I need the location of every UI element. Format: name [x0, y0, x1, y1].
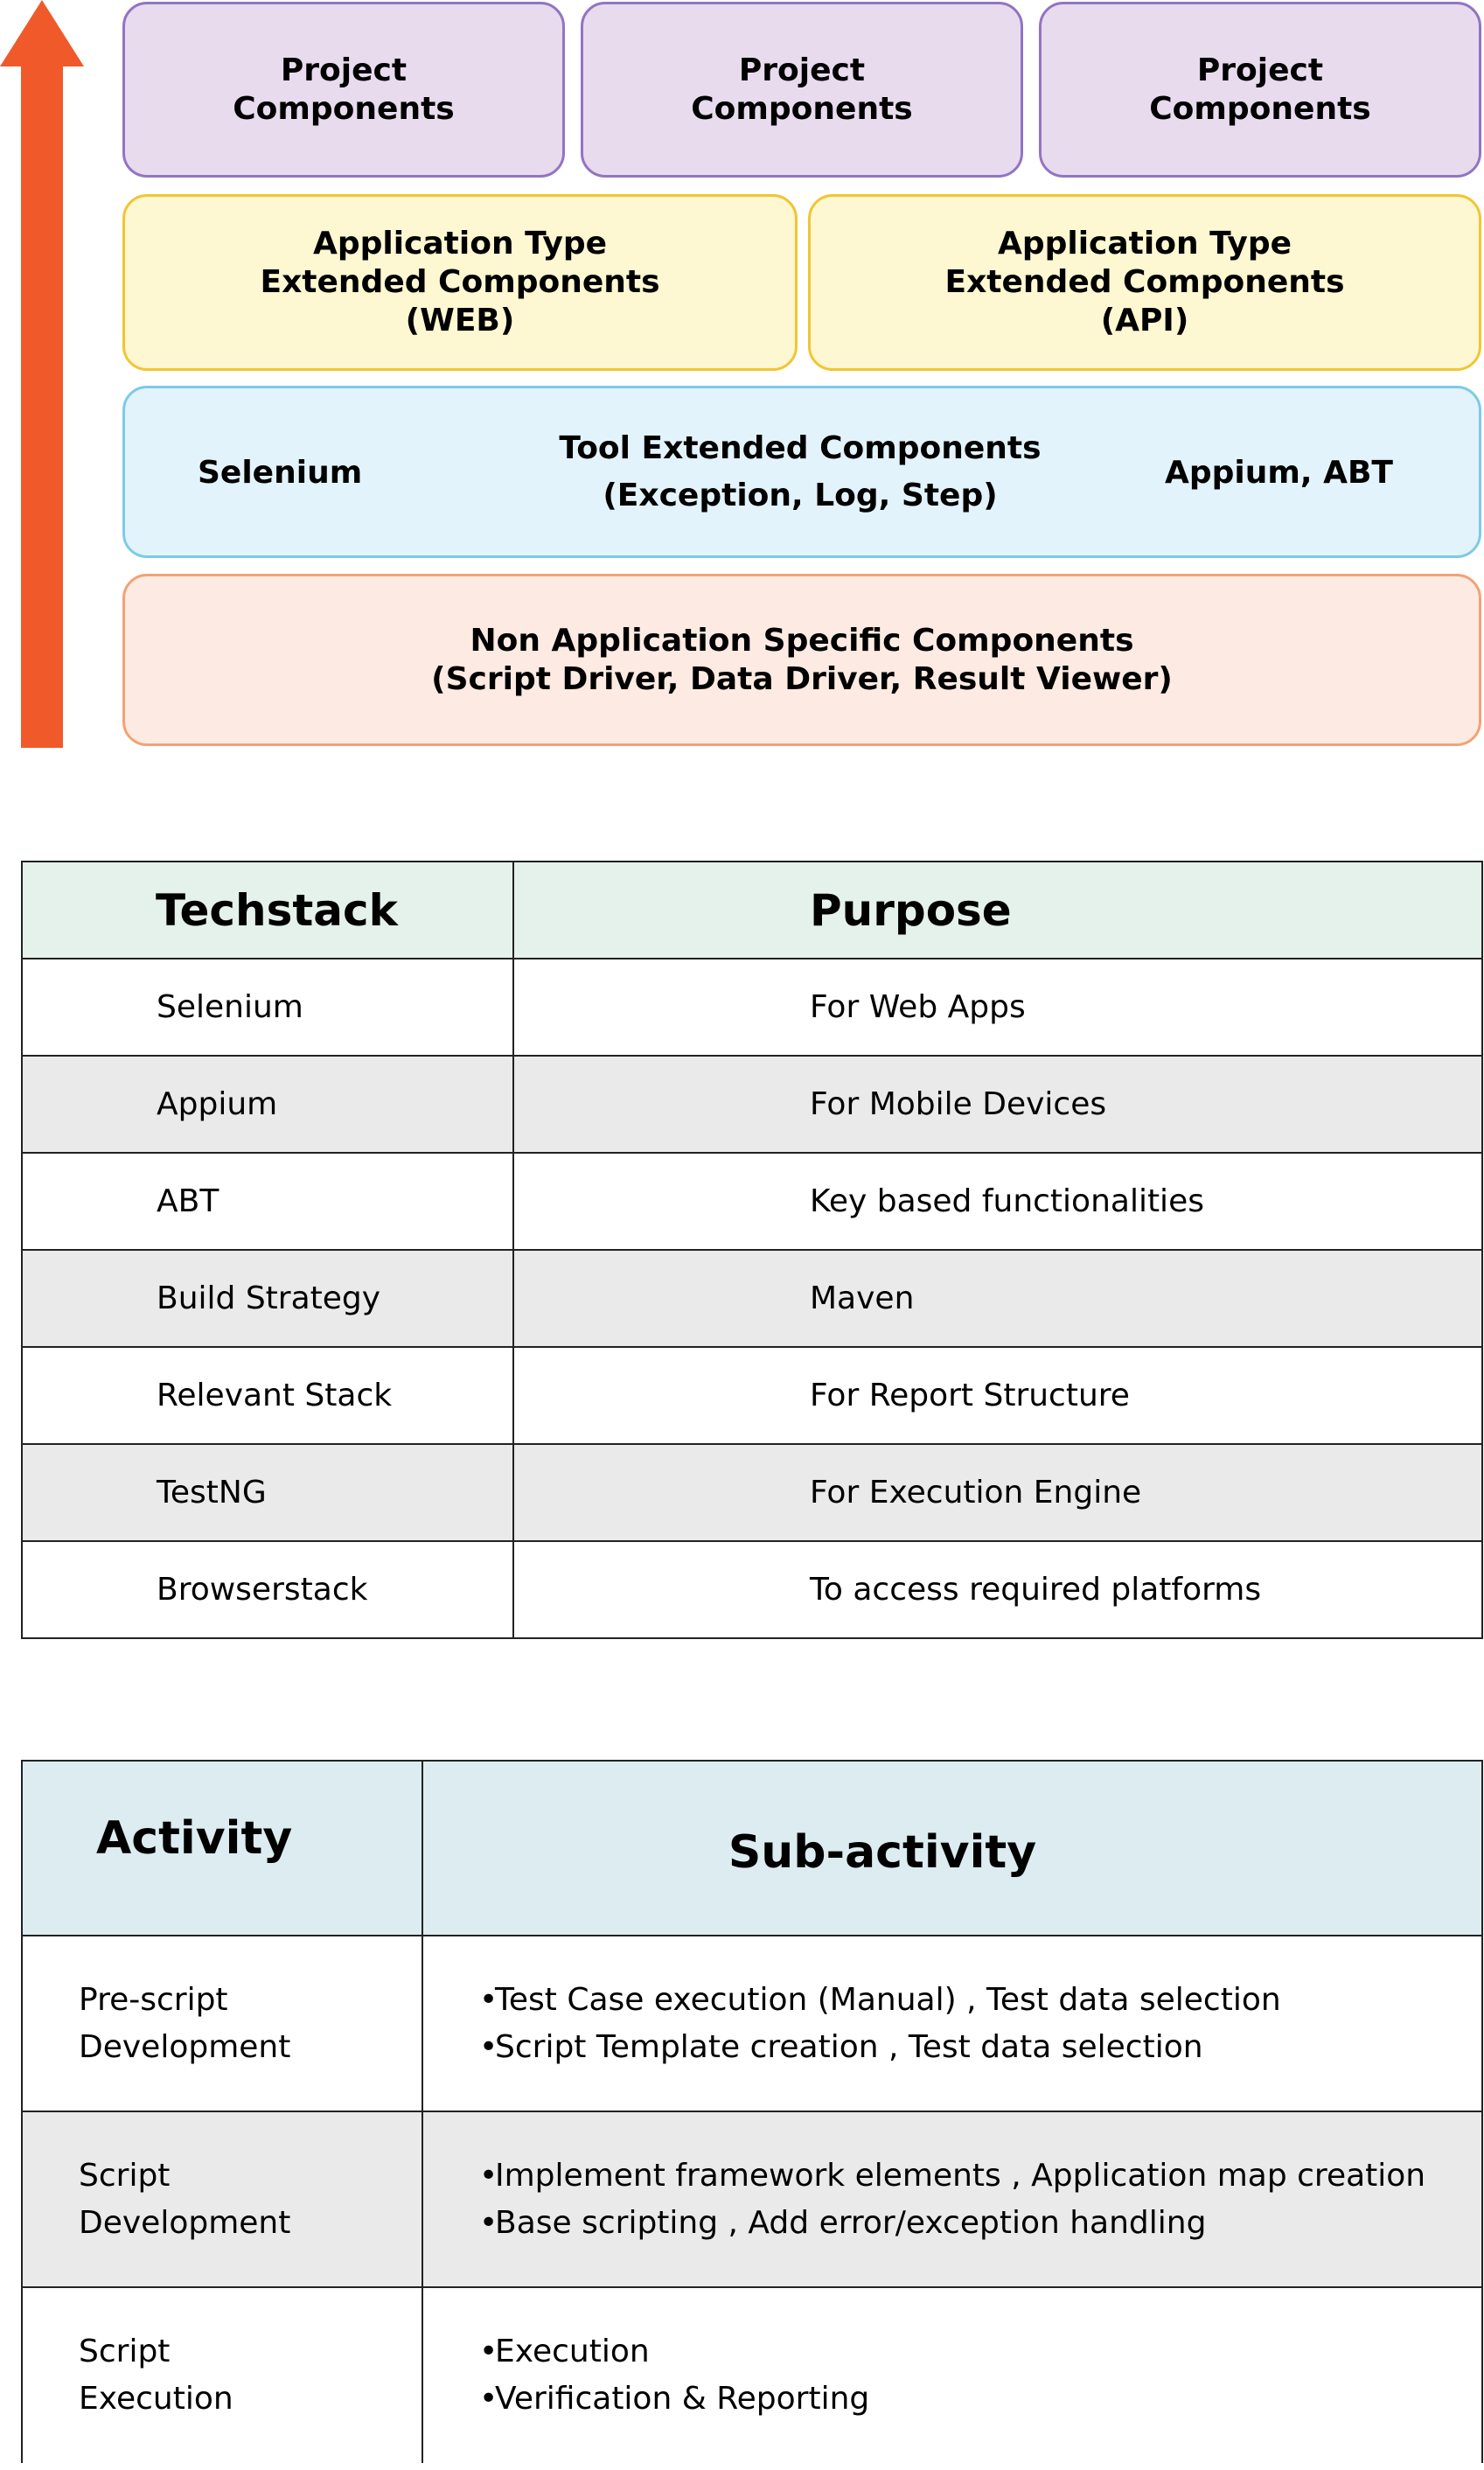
box-line: (API) — [1100, 303, 1189, 338]
sub-activity-header: Sub-activity — [422, 1761, 1482, 1936]
bullet-icon: • — [479, 2204, 498, 2241]
sub-activity-text: Base scripting , Add error/exception handling — [495, 2204, 1207, 2241]
sub-activity-item — [479, 2153, 1481, 2200]
techstack-cell: Browserstack — [22, 1541, 513, 1638]
box-line: Application Type — [312, 226, 608, 262]
techstack-table — [21, 861, 1483, 1639]
activity-line: Development — [79, 2204, 291, 2241]
bullet-icon: • — [479, 2028, 498, 2065]
tool-right-label: Appium, ABT — [1165, 455, 1393, 491]
table-row — [22, 1444, 1482, 1541]
table-header-row — [22, 1761, 1482, 1936]
box-line: Components — [233, 90, 455, 127]
techstack-cell: Build Strategy — [22, 1250, 513, 1347]
box-line: (Exception, Log, Step) — [603, 478, 998, 513]
sub-activity-text: Script Template creation , Test data selection — [495, 2028, 1203, 2065]
box-line: Tool Extended Components — [559, 430, 1042, 466]
sub-activity-item — [479, 2376, 1481, 2423]
box-line: Project — [1196, 52, 1324, 88]
bullet-icon: • — [479, 2334, 498, 2369]
activity-table — [21, 1760, 1483, 2463]
table-row — [22, 1250, 1482, 1347]
sub-activity-text: Test Case execution (Manual) , Test data selection — [495, 1981, 1281, 2018]
activity-cell — [22, 2287, 422, 2463]
sub-activity-cell — [422, 2287, 1482, 2463]
techstack-cell: TestNG — [22, 1444, 513, 1541]
sub-activity-text: Execution — [495, 2334, 650, 2369]
upward-arrow — [0, 0, 84, 748]
tool-center-label — [490, 425, 1111, 520]
box-line: Project — [738, 52, 866, 88]
purpose-cell: Maven — [513, 1250, 1482, 1347]
table-row — [22, 2111, 1482, 2287]
project-components-box-1 — [122, 2, 565, 178]
purpose-cell: For Web Apps — [513, 959, 1482, 1056]
box-line: (Script Driver, Data Driver, Result Viewer) — [431, 660, 1173, 697]
purpose-cell: To access required platforms — [513, 1541, 1482, 1638]
table-row — [22, 2287, 1482, 2463]
sub-activity-text: Verification & Reporting — [495, 2381, 870, 2417]
bullet-icon: • — [479, 2157, 498, 2194]
activity-line: Development — [79, 2028, 291, 2065]
table-row — [22, 1153, 1482, 1250]
purpose-cell: For Mobile Devices — [513, 1056, 1482, 1153]
activity-line: Pre-script — [79, 1981, 228, 2018]
sub-activity-item — [479, 1977, 1481, 2024]
purpose-cell: Key based functionalities — [513, 1153, 1482, 1250]
activity-header: Activity — [22, 1761, 422, 1936]
table-row — [22, 1347, 1482, 1444]
app-type-api-box — [808, 194, 1481, 371]
table-row — [22, 1541, 1482, 1638]
table-row — [22, 1056, 1482, 1153]
table-row — [22, 959, 1482, 1056]
arrow-shape — [0, 0, 84, 748]
sub-activity-cell — [422, 1936, 1482, 2111]
activity-cell — [22, 2111, 422, 2287]
box-line: Project — [280, 52, 408, 88]
sub-activity-item — [479, 2200, 1481, 2247]
activity-line: Script — [79, 2157, 171, 2194]
purpose-cell: For Report Structure — [513, 1347, 1482, 1444]
table-header-row — [22, 862, 1482, 959]
box-line: Components — [1149, 90, 1371, 127]
bullet-icon: • — [479, 2381, 498, 2417]
activity-cell — [22, 1936, 422, 2111]
techstack-cell: ABT — [22, 1153, 513, 1250]
sub-activity-text: Implement framework elements , Application map creation — [495, 2157, 1426, 2194]
techstack-cell: Appium — [22, 1056, 513, 1153]
app-type-web-box — [122, 194, 798, 371]
tool-left-label: Selenium — [198, 455, 363, 491]
box-line: Non Application Specific Components — [470, 622, 1134, 659]
box-line: Extended Components — [260, 264, 660, 300]
sub-activity-cell — [422, 2111, 1482, 2287]
purpose-header: Purpose — [513, 862, 1482, 959]
purpose-cell: For Execution Engine — [513, 1444, 1482, 1541]
project-components-box-2 — [581, 2, 1023, 178]
project-components-box-3 — [1039, 2, 1481, 178]
box-line: Application Type — [997, 226, 1292, 262]
box-line: Components — [691, 90, 913, 127]
table-row — [22, 1936, 1482, 2111]
techstack-cell: Selenium — [22, 959, 513, 1056]
non-app-specific-box — [122, 574, 1481, 746]
activity-line: Script — [79, 2334, 171, 2369]
activity-line: Execution — [79, 2381, 233, 2417]
techstack-cell: Relevant Stack — [22, 1347, 513, 1444]
sub-activity-item — [479, 2024, 1481, 2071]
sub-activity-item — [479, 2328, 1481, 2376]
techstack-header: Techstack — [22, 862, 513, 959]
box-line: Extended Components — [944, 264, 1345, 300]
box-line: (WEB) — [405, 303, 515, 338]
bullet-icon: • — [479, 1981, 498, 2018]
